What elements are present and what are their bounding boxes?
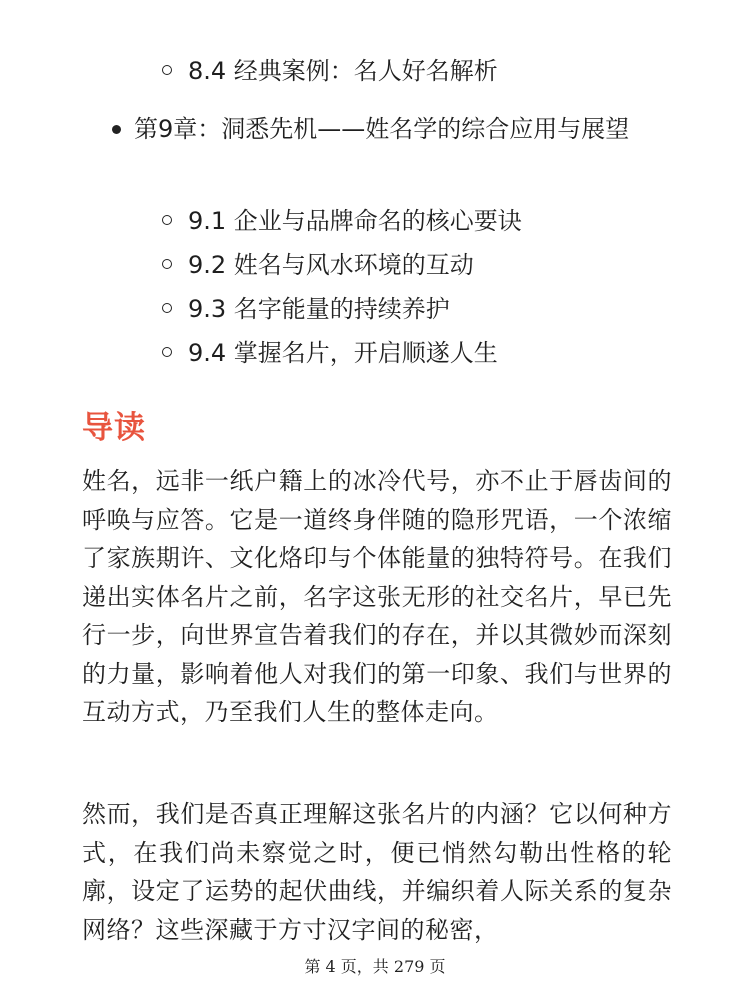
toc-sublist-chapter-9 xyxy=(160,199,522,375)
toc-item-8-4[interactable] xyxy=(160,49,498,93)
toc-chapter-label: 第9章：洞悉先机——姓名学的综合应用与展望 xyxy=(134,115,630,143)
intro-heading: 导读 xyxy=(82,410,146,446)
disc-bullet-icon xyxy=(112,125,121,134)
toc-item-label: 8.4 经典案例：名人好名解析 xyxy=(188,57,498,85)
page-number-footer: 第 4 页，共 279 页 xyxy=(304,957,446,976)
intro-paragraph-1: 姓名，远非一纸户籍上的冰冷代号，亦不止于唇齿间的呼唤与应答。它是一道终身伴随的隐形咒语，一个浓缩了家族期许、文化烙印与个体能量的独特符号。在我们递出实体名片之前，名字这张无形的社交名片，早已先行一步，向世界宣告着我们的存在，并以其微妙而深刻的力量，影响着他人对我们的第一印象、我们与世界的互动方式，乃至我们人生的整体走向。 xyxy=(82,467,672,726)
toc-item-9-3[interactable] xyxy=(160,287,522,331)
circle-bullet-icon xyxy=(162,347,172,357)
circle-bullet-icon xyxy=(162,65,172,75)
toc-item-9-2[interactable] xyxy=(160,243,522,287)
toc-item-9-4[interactable] xyxy=(160,331,522,375)
toc-item-label: 9.4 掌握名片，开启顺遂人生 xyxy=(188,339,498,367)
circle-bullet-icon xyxy=(162,259,172,269)
circle-bullet-icon xyxy=(162,303,172,313)
intro-paragraph-2: 然而，我们是否真正理解这张名片的内涵？它以何种方式，在我们尚未察觉之时，便已悄然勾勒出性格的轮廓，设定了运势的起伏曲线，并编织着人际关系的复杂网络？这些深藏于方寸汉字间的秘密， xyxy=(82,800,672,944)
toc-item-label: 9.3 名字能量的持续养护 xyxy=(188,295,450,323)
circle-bullet-icon xyxy=(162,215,172,225)
toc-item-label: 9.1 企业与品牌命名的核心要诀 xyxy=(188,207,522,235)
toc-chapter-9[interactable] xyxy=(134,110,674,148)
toc-sublist-chapter-8 xyxy=(160,49,498,93)
toc-item-9-1[interactable] xyxy=(160,199,522,243)
toc-item-label: 9.2 姓名与风水环境的互动 xyxy=(188,251,474,279)
